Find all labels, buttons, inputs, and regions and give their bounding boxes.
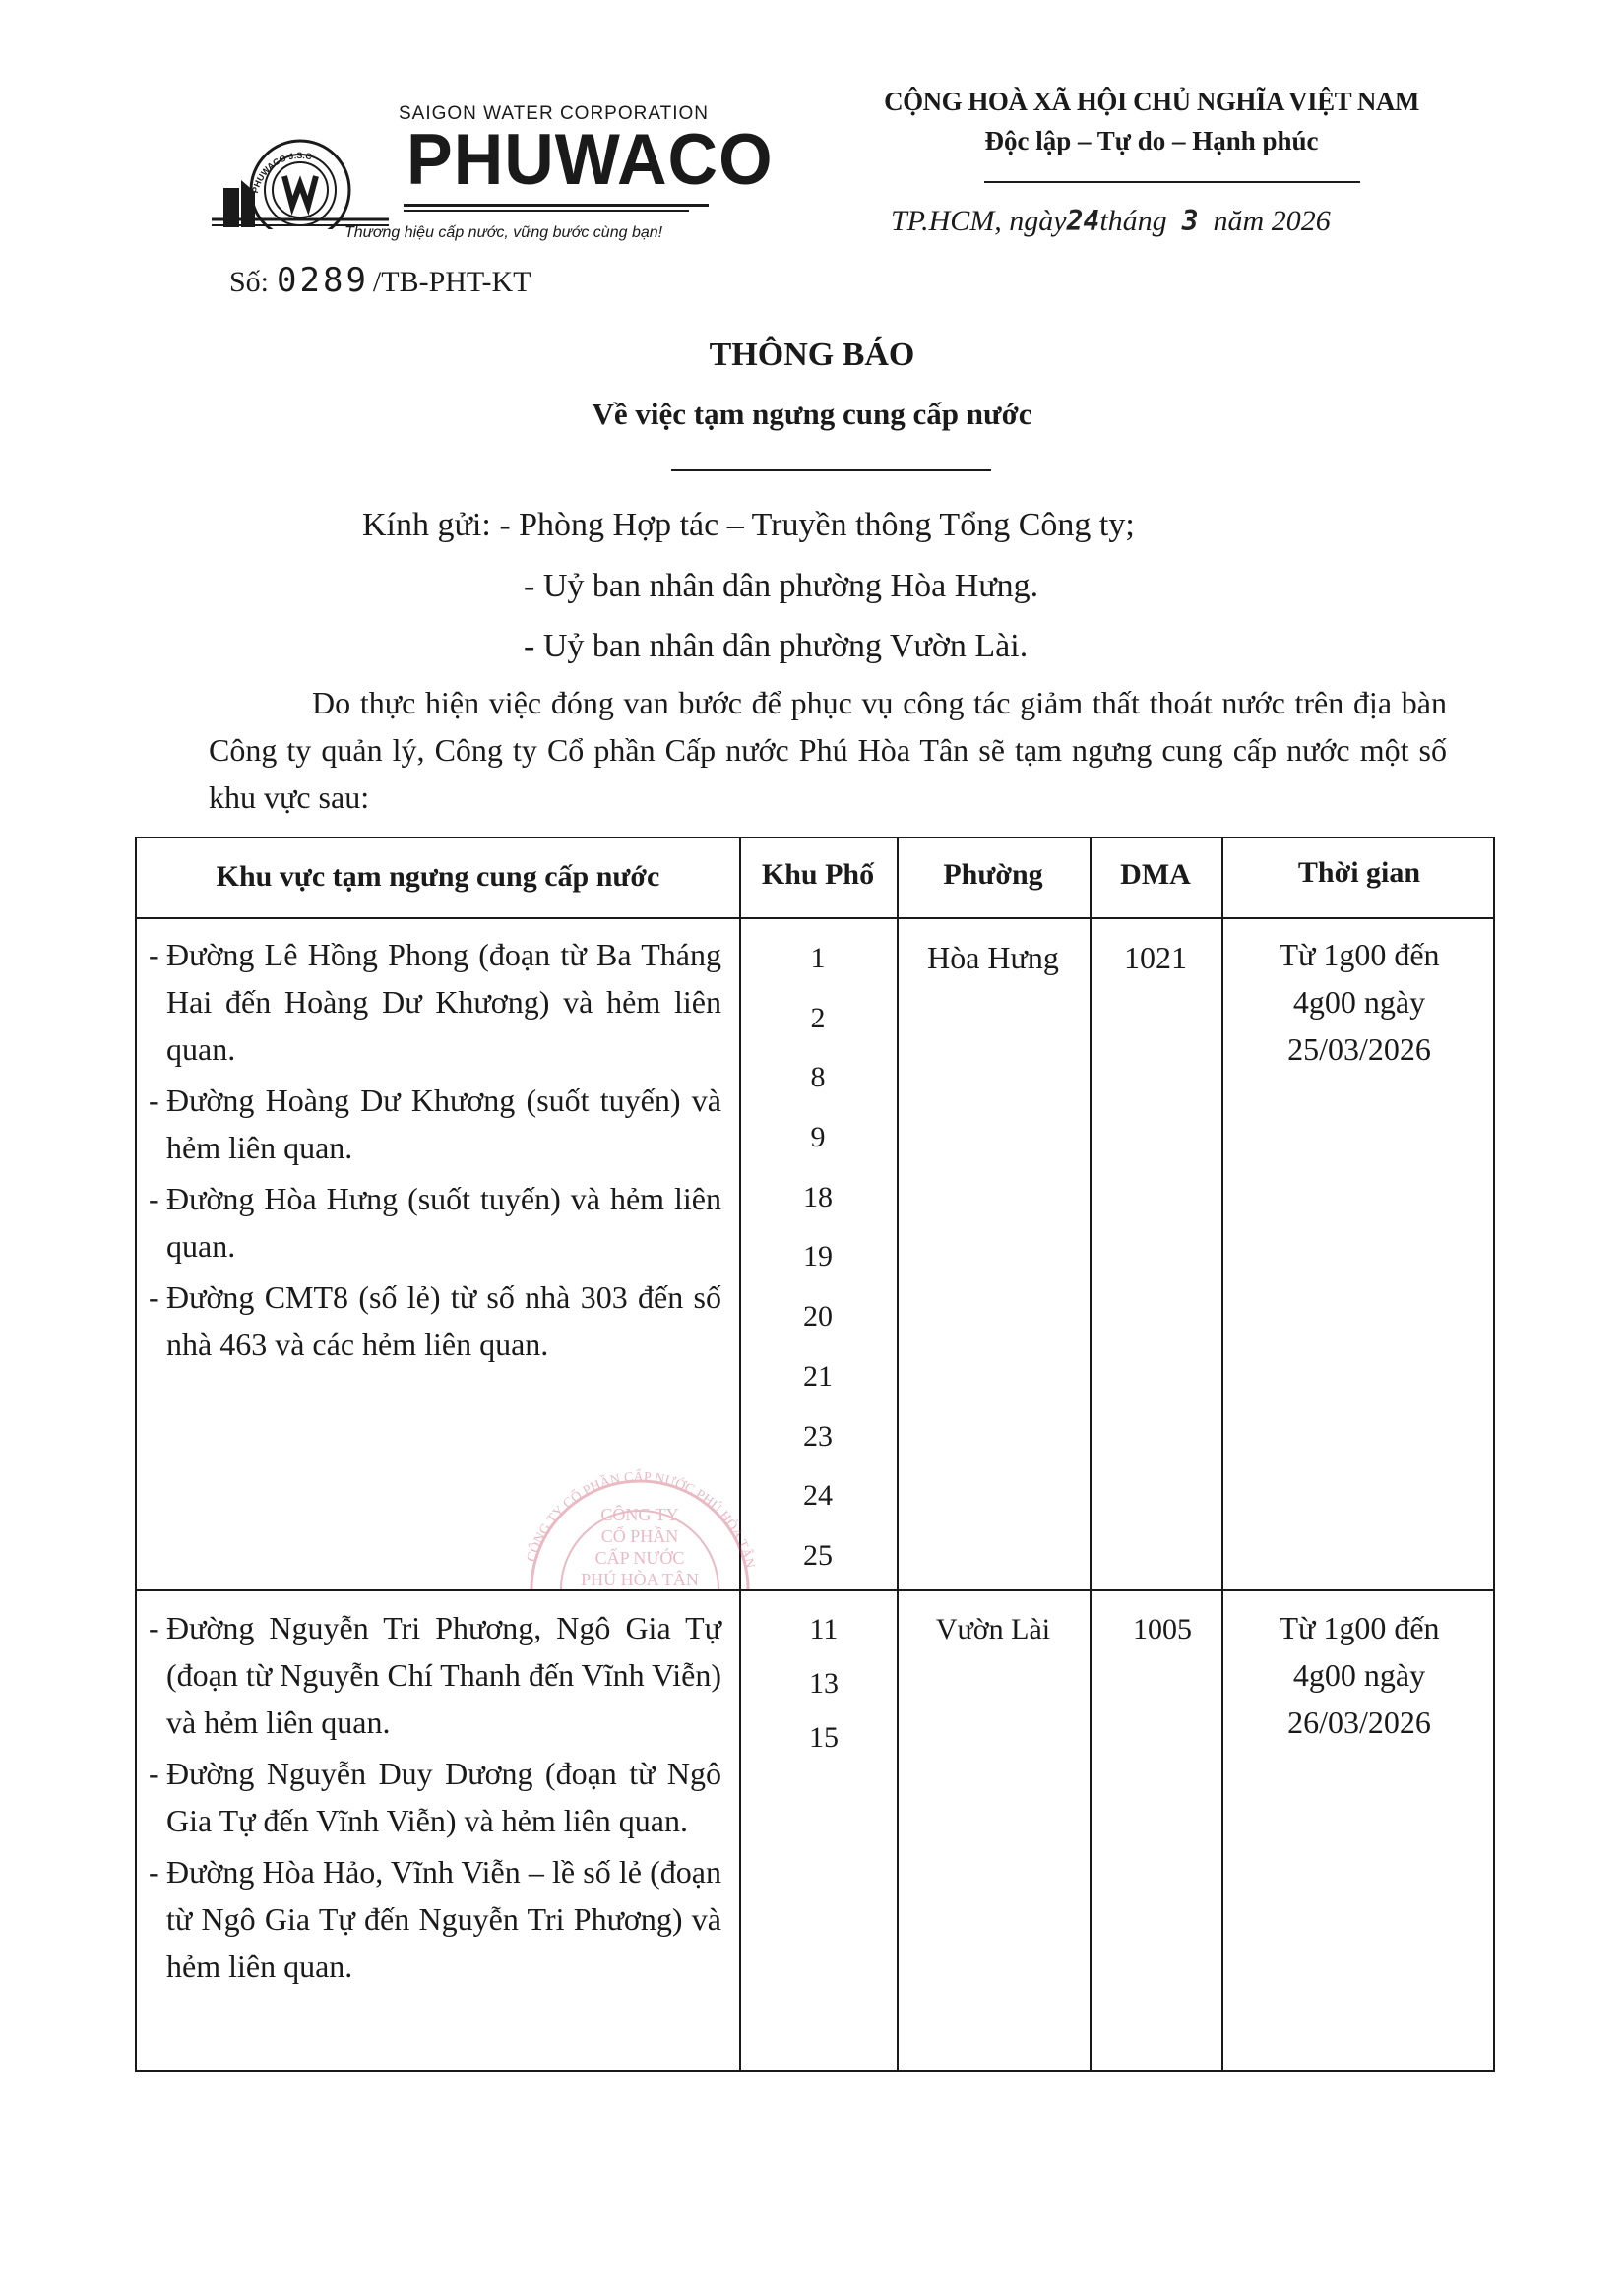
motto-underline: [984, 181, 1360, 183]
column-header-khu-pho: Khu Phố: [761, 858, 875, 891]
khu-pho-value: 9: [810, 1121, 826, 1154]
date-month-label: tháng: [1099, 205, 1167, 237]
reference-number: [229, 261, 531, 300]
area-text: Đường Nguyễn Tri Phương, Ngô Gia Tự (đoạn từ Nguyễn Chí Thanh đến Vĩnh Viễn) và hẻm liên quan.: [166, 1610, 721, 1740]
column-header-time: Thời gian: [1297, 856, 1421, 889]
stamp-line: PHÚ HÒA TÂN: [581, 1570, 699, 1589]
area-item: - Đường Hòa Hưng (suốt tuyến) và hẻm liên quan.: [149, 1181, 721, 1264]
area-item: - Đường Hòa Hảo, Vĩnh Viễn – lề số lẻ (đoạn từ Ngô Gia Tự đến Nguyễn Tri Phương) và hẻm liên quan.: [149, 1854, 721, 1984]
area-text: Đường Hòa Hưng (suốt tuyến) và hẻm liên quan.: [166, 1181, 721, 1264]
date-month: 3: [1181, 205, 1199, 237]
khu-pho-value: 2: [810, 1001, 826, 1034]
area-item: - Đường Lê Hồng Phong (đoạn từ Ba Tháng Hai đến Hoàng Dư Khương) và hẻm liên quan.: [149, 937, 721, 1067]
ref-number: 0289: [277, 261, 369, 300]
recipient-item: - Uỷ ban nhân dân phường Hòa Hưng.: [524, 568, 1039, 604]
time-line: Từ 1g00 đến: [1279, 937, 1440, 972]
area-text: Đường Hòa Hảo, Vĩnh Viễn – lề số lẻ (đoạn từ Ngô Gia Tự đến Nguyễn Tri Phương) và hẻm liên quan.: [166, 1854, 721, 1984]
area-text: Đường Hoàng Dư Khương (suốt tuyến) và hẻm liên quan.: [166, 1083, 721, 1165]
table-divider: [137, 917, 1493, 919]
khu-pho-value: 24: [803, 1479, 833, 1513]
column-header-dma: DMA: [1120, 858, 1191, 891]
stamp-line: CẤP NƯỚC: [594, 1548, 685, 1568]
logo-brand-name: PHUWACO: [406, 119, 774, 200]
date-day: 24: [1066, 205, 1100, 237]
table-divider: [137, 1589, 1493, 1591]
intro-text: Do thực hiện việc đóng van bước để phục vụ công tác giảm thất thoát nước trên địa bàn Công ty quản lý, Công ty Cổ phần Cấp nước Phú Hòa Tân sẽ tạm ngưng cung cấp nước một số khu vực sau:: [209, 685, 1447, 815]
recipient-item: - Phòng Hợp tác – Truyền thông Tổng Công ty;: [499, 507, 1135, 543]
recipient-line-1: [362, 507, 1135, 544]
table-row-2-time: [1221, 1604, 1497, 1746]
table-divider: [1090, 838, 1092, 2070]
stamp-line: CỔ PHẦN: [600, 1526, 679, 1546]
khu-pho-value: 23: [803, 1419, 833, 1453]
date-prefix: TP.HCM, ngày: [891, 205, 1067, 237]
logo-ring-text-top: PHUWACO J.S.C: [249, 150, 313, 195]
national-title: CỘNG HOÀ XÃ HỘI CHỦ NGHĨA VIỆT NAM: [884, 87, 1419, 116]
logo-corporation-name: SAIGON WATER CORPORATION: [399, 103, 709, 124]
khu-pho-value: 15: [809, 1721, 839, 1754]
table-row-1-phuong: Hòa Hưng: [927, 940, 1059, 975]
area-item: - Đường CMT8 (số lẻ) từ số nhà 303 đến số nhà 463 và các hẻm liên quan.: [149, 1279, 721, 1362]
time-line: 4g00 ngày: [1292, 984, 1426, 1020]
time-line: 4g00 ngày: [1292, 1657, 1426, 1693]
khu-pho-value: 19: [803, 1240, 833, 1273]
area-text: Đường Nguyễn Duy Dương (đoạn từ Ngô Gia Tự đến Vĩnh Viễn) và hẻm liên quan.: [166, 1756, 721, 1838]
time-line: 26/03/2026: [1287, 1704, 1431, 1740]
time-line: Từ 1g00 đến: [1279, 1610, 1440, 1645]
national-motto: Độc lập – Tự do – Hạnh phúc: [984, 126, 1319, 155]
khu-pho-value: 18: [803, 1180, 833, 1213]
khu-pho-value: 21: [803, 1359, 833, 1393]
stamp-line: CÔNG TY: [600, 1505, 679, 1524]
company-logo: [212, 93, 774, 261]
khu-pho-value: 8: [810, 1061, 826, 1094]
document-date: [891, 205, 1442, 238]
table-row-2-khu-pho: [739, 1602, 908, 1765]
intro-paragraph: [209, 679, 1447, 821]
area-item: - Đường Nguyễn Tri Phương, Ngô Gia Tự (đoạn từ Nguyễn Chí Thanh đến Vĩnh Viễn) và hẻm liên quan.: [149, 1610, 721, 1740]
khu-pho-value: 25: [803, 1538, 833, 1572]
title-underline: [671, 469, 991, 471]
document-title: THÔNG BÁO: [709, 337, 915, 373]
table-row-1-dma: 1021: [1124, 940, 1187, 975]
phuwaco-emblem-icon: [212, 111, 389, 229]
table-row-2-areas: [137, 1604, 739, 1994]
khu-pho-value: 1: [810, 942, 826, 974]
khu-pho-value: 20: [803, 1300, 833, 1333]
area-item: - Đường Hoàng Dư Khương (suốt tuyến) và hẻm liên quan.: [149, 1083, 721, 1165]
column-header-phuong: Phường: [943, 858, 1043, 891]
logo-slogan: Thương hiệu cấp nước, vững bước cùng bạn!: [344, 224, 663, 241]
date-year: năm 2026: [1213, 205, 1331, 237]
stamp-ring-text: CÔNG TY CỔ PHẦN CẤP NƯỚC PHÚ HÒA TÂN: [524, 1469, 757, 1571]
table-divider: [897, 838, 899, 2070]
khu-pho-value: 13: [809, 1667, 839, 1700]
table-row-1-areas: [137, 931, 739, 1372]
table-row-2-phuong: Vườn Lài: [935, 1613, 1051, 1645]
outage-table: [135, 837, 1495, 2072]
table-row-1-time: [1221, 931, 1497, 1073]
area-text: Đường CMT8 (số lẻ) từ số nhà 303 đến số nhà 463 và các hẻm liên quan.: [166, 1279, 721, 1362]
area-item: - Đường Nguyễn Duy Dương (đoạn từ Ngô Gia Tự đến Vĩnh Viễn) và hẻm liên quan.: [149, 1756, 721, 1838]
table-row-2-dma: 1005: [1133, 1613, 1192, 1645]
logo-underline-icon: [404, 204, 728, 216]
area-text: Đường Lê Hồng Phong (đoạn từ Ba Tháng Hai đến Hoàng Dư Khương) và hẻm liên quan.: [166, 937, 721, 1067]
column-header-area: Khu vực tạm ngưng cung cấp nước: [216, 860, 660, 893]
company-seal-icon: [492, 1412, 787, 1609]
recipient-item: - Uỷ ban nhân dân phường Vườn Lài.: [524, 628, 1029, 664]
khu-pho-value: 11: [809, 1613, 839, 1645]
document-subtitle: Về việc tạm ngưng cung cấp nước: [592, 397, 1032, 431]
time-line: 25/03/2026: [1287, 1031, 1431, 1067]
ref-suffix: /TB-PHT-KT: [372, 266, 531, 298]
ref-prefix: Số:: [229, 266, 270, 298]
recipient-label: Kính gửi:: [362, 507, 491, 543]
